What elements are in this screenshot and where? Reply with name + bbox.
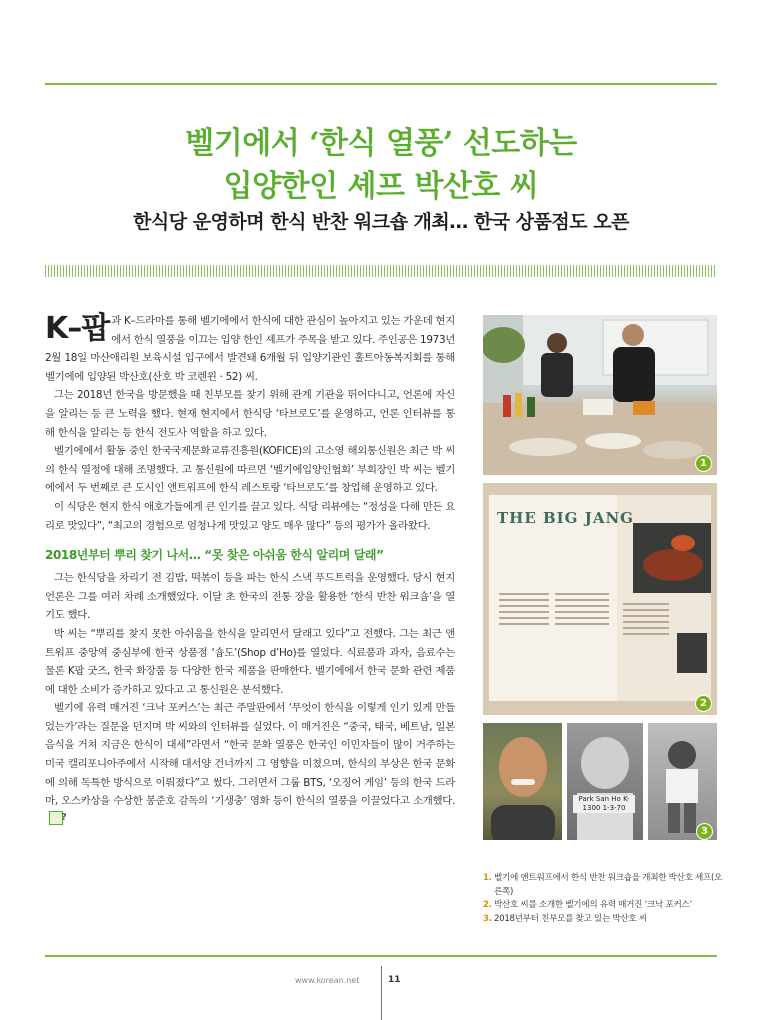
end-mark-icon (49, 811, 63, 825)
workshop-illustration (483, 315, 717, 475)
article-paragraph (45, 312, 455, 386)
article-paragraph: 그는 2018년 한국을 방문했을 때 친부모를 찾기 위해 관계 기관을 뛰어다니고, 언론에 자신을 알리는 등 큰 노력을 했다. 현재 현지에서 한식당 ‘타브로도’를 운영하고, 언론 인터뷰를 통해 한식을 알리는 등 한식 전도사 역할을 하고 있다. (45, 389, 455, 439)
top-rule (45, 83, 717, 85)
article-paragraph: 박 씨는 “뿌리를 찾지 못한 아쉬움을 한식을 알리면서 달래고 있다”고 전했다. 그는 최근 앤트워프 중앙역 중심부에 한국 상품점 ‘숍도’(Shop d’Ho)를 열었다. 식료품과 과자, 음료수는 물론 K팝 굿즈, 한국 화장품 등 다양한 한국 제품을 판매한다. 벨기에에서 한국 문화 관련 제품에 대한 소비가 증가하고 있다고 고 통신원은 분석했다. (45, 627, 455, 696)
caption-number: 2. (483, 900, 492, 910)
paragraph-text: 벨기에 유력 매거진 ‘크낙 포커스’는 최근 주말판에서 ‘무엇이 한식을 이렇게 인기 있게 만들었는가’라는 질문을 던지며 박 씨와의 인터뷰를 실었다. 이 매거진은 “중국, 태국, 베트남, 일본 음식을 거쳐 지금은 한식이 대세”라면서 “한국 문화 열풍은 한국인 이민자들이 많이 거주하는 미국 캘리포니아주에서 시작해 대서양 건너까지 그 영향을 미쳤으며, 한식의 부상은 한국 문화에 의해 독특한 방식으로 이뤄졌다”고 썼다. 그러면서 그룹 BTS, ‘오징어 게임’ 등의 한국 드라마, 오스카상을 수상한 봉준호 감독의 ‘기생충’ 영화 등이 한식의 열풍을 이끌었다고 소개했다. (45, 702, 455, 808)
paragraph-text: 과 K–드라마를 통해 벨기에에서 한식에 대한 관심이 높아지고 있는 가운데 현지에서 한식 열풍을 이끄는 입양 한인 셰프가 주목을 받고 있다. 주인공은 1973년 2월 18일 마산애리원 보육시설 입구에서 발견돼 6개월 뒤 입양기관인 홀트아동복지회를 통해 벨기에에 입양된 박산호(산호 박 코렌윈 · 52) 씨. (45, 315, 455, 383)
dropcap: K–팝 (45, 311, 110, 346)
magazine-headline: THE BIG JANG (497, 509, 634, 527)
baby-name-sign: Park San Ho K-1300 1-3-70 (573, 795, 635, 813)
title-line-2: 입양한인 셰프 박산호 씨 (223, 169, 539, 204)
article-paragraph (45, 699, 455, 829)
caption-number: 3. (483, 913, 492, 924)
article-paragraph: 이 식당은 현지 한식 애호가들에게 큰 인기를 끌고 있다. 식당 리뷰에는 “정성을 다해 만든 요리로 맛있다”, “최고의 경험으로 엄청나게 맛있고 양도 매우 많다” 등의 평가가 올라왔다. (45, 500, 455, 532)
photo-portrait (483, 723, 562, 840)
page-subtitle: 한식당 운영하며 한식 반찬 워크숍 개최… 한국 상품점도 오픈 (133, 211, 629, 233)
caption-text: 박산호 씨를 소개한 벨기에의 유력 매거진 ‘크낙 포커스’ (494, 900, 692, 910)
article-paragraph: 벨기에에서 활동 중인 한국국제문화교류진흥원(KOFICE)의 고소영 해외통신원은 최근 박 씨의 한식 열정에 대해 조명했다. 고 통신원에 따르면 ‘벨기에입양인협회’ 부회장인 박 씨는 벨기에에서 두 번째로 큰 도시인 앤트워프에 한식 레스토랑 ‘타브로도’를 창업해 운영하고 있다. (45, 445, 455, 495)
article-paragraph: 그는 한식당을 차리기 전 김밥, 떡볶이 등을 파는 한식 스낵 푸드트럭을 운영했다. 당시 현지 언론은 그를 여러 차례 소개했었다. 이달 초 한국의 전통 장을 활용한 ‘한식 반찬 워크숍’을 열기도 했다. (45, 572, 455, 622)
page-title (45, 122, 717, 208)
page-number: 11 (388, 975, 401, 985)
article-body (45, 312, 455, 829)
section-heading: 2018년부터 뿌리 찾기 나서… “못 찾은 아쉬움 한식 알리며 달래” (45, 548, 384, 563)
caption-number: 1. (483, 873, 492, 883)
photo-child (648, 723, 717, 840)
photo-captions (483, 872, 723, 926)
photo-number-badge: 3 (696, 823, 713, 840)
footer-divider (381, 966, 382, 1020)
bottom-rule (45, 955, 717, 957)
photo-baby (567, 723, 643, 840)
photo-workshop (483, 315, 717, 475)
caption-item (483, 913, 723, 927)
caption-item (483, 872, 723, 899)
title-line-1: 벨기에서 ‘한식 열풍’ 선도하는 (185, 126, 577, 161)
portrait-illustration (483, 723, 562, 840)
hatch-divider (45, 265, 717, 277)
photo-number-badge: 1 (695, 455, 712, 472)
caption-text: 벨기에 앤트워프에서 한식 반찬 워크숍을 개최한 박산호 셰프(오른쪽) (494, 873, 723, 897)
caption-text: 2018년부터 친부모를 찾고 있는 박산호 씨 (494, 913, 647, 924)
photo-magazine (483, 483, 717, 715)
photo-number-badge: 2 (695, 695, 712, 712)
footer-url: www.korean.net (295, 976, 360, 985)
caption-item (483, 899, 723, 913)
baby-illustration (567, 723, 643, 840)
